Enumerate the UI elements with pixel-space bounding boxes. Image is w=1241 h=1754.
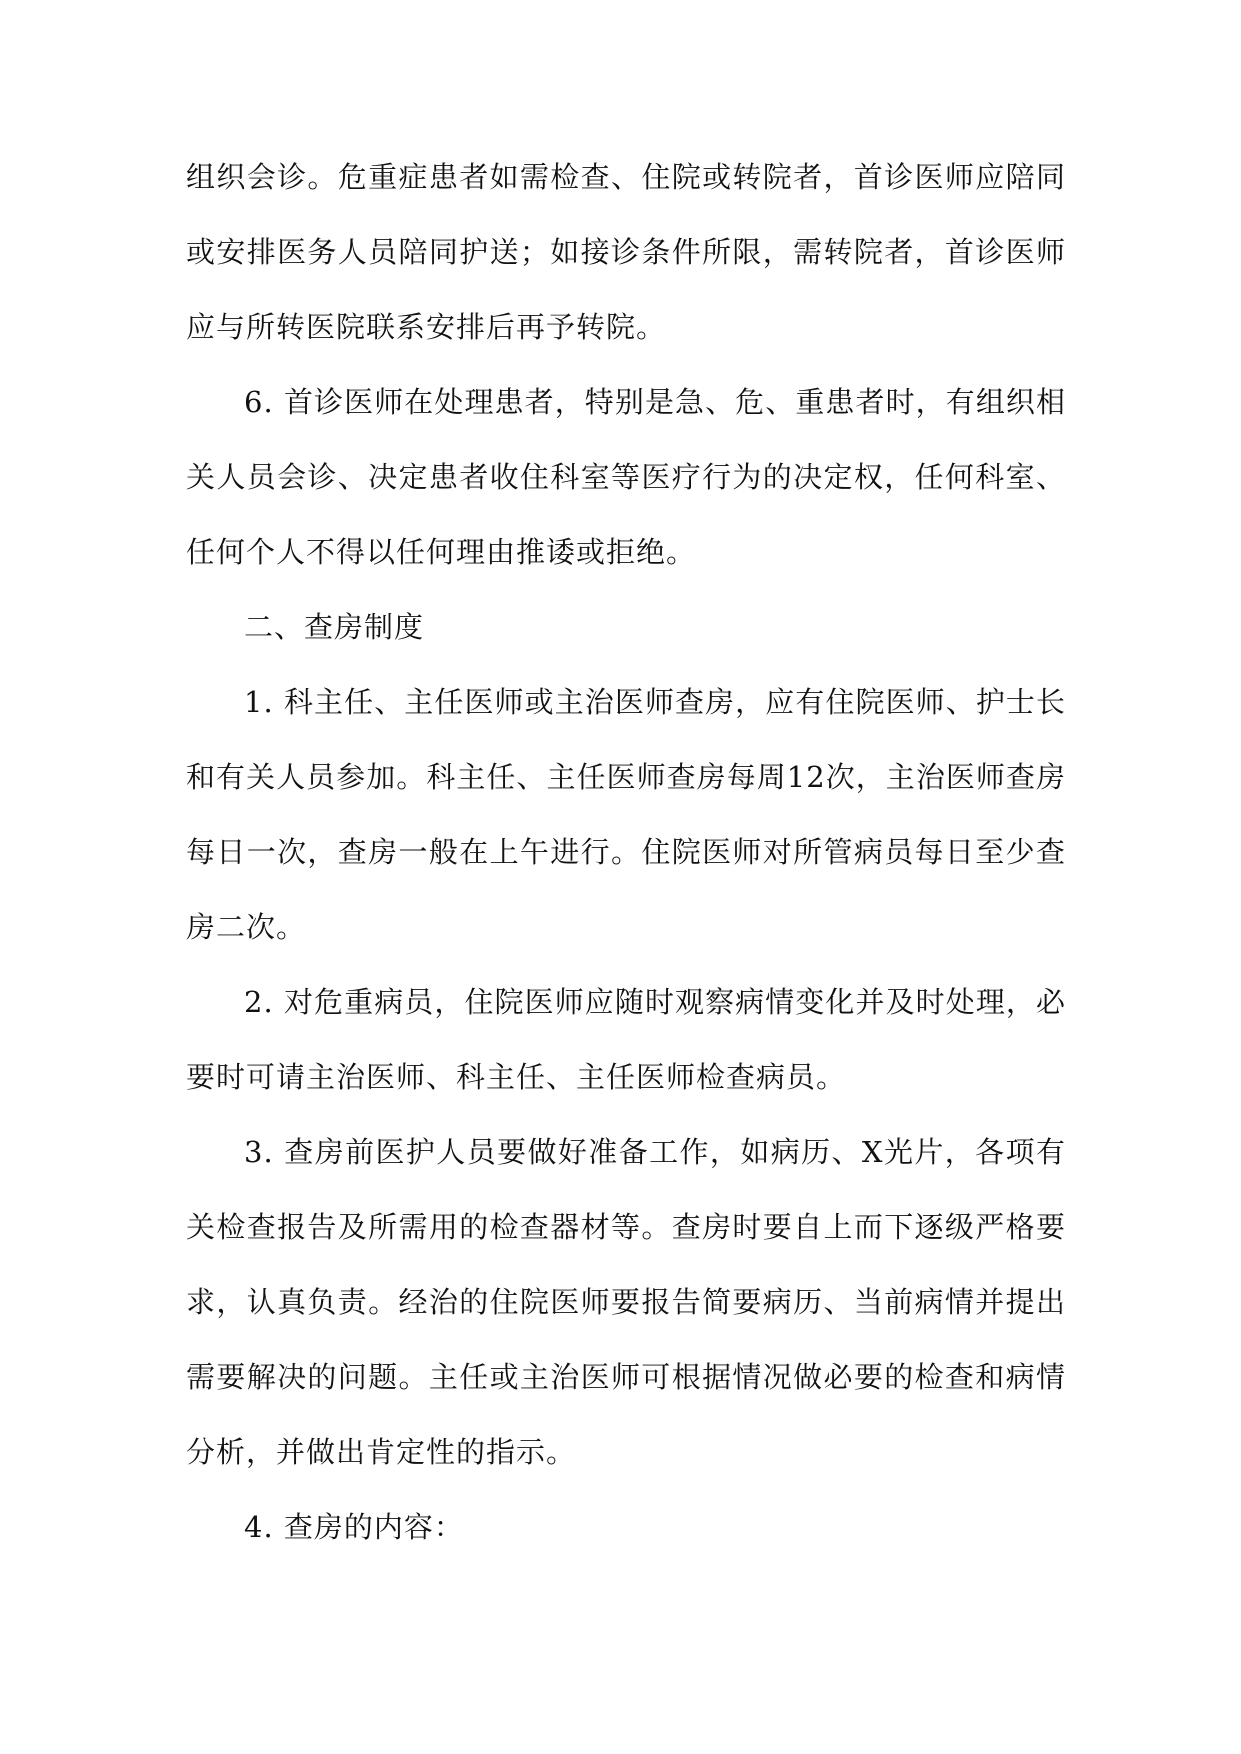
paragraph-item-4: 4. 查房的内容： [244, 1510, 464, 1544]
paragraph-consultation-transfer: 组织会诊。危重症患者如需检查、住院或转院者，首诊医师应陪同或安排医务人员陪同护送；如接诊条件所限，需转院者，首诊医师应与所转医院联系安排后再予转院。 [186, 160, 1066, 344]
paragraph-item-2: 2. 对危重病员，住院医师应随时观察病情变化并及时处理，必要时可请主治医师、科主任、主任医师检查病员。 [186, 985, 1066, 1094]
paragraph-item-6: 6. 首诊医师在处理患者，特别是急、危、重患者时，有组织相关人员会诊、决定患者收住科室等医疗行为的决定权，任何科室、任何个人不得以任何理由推诿或拒绝。 [186, 385, 1066, 569]
section-heading-ward-round: 二、查房制度 [244, 610, 425, 644]
paragraph-item-3: 3. 查房前医护人员要做好准备工作，如病历、X光片，各项有关检查报告及所需用的检查器材等。查房时要自上而下逐级严格要求，认真负责。经治的住院医师要报告简要病历、当前病情并提出需要解决的问题。主任或主治医师可根据情况做必要的检查和病情分析，并做出肯定性的指示。 [186, 1135, 1066, 1469]
document-body [186, 140, 1066, 1565]
paragraph-item-1: 1. 科主任、主任医师或主治医师查房，应有住院医师、护士长和有关人员参加。科主任、主任医师查房每周12次，主治医师查房每日一次，查房一般在上午进行。住院医师对所管病员每日至少查房二次。 [186, 685, 1066, 944]
